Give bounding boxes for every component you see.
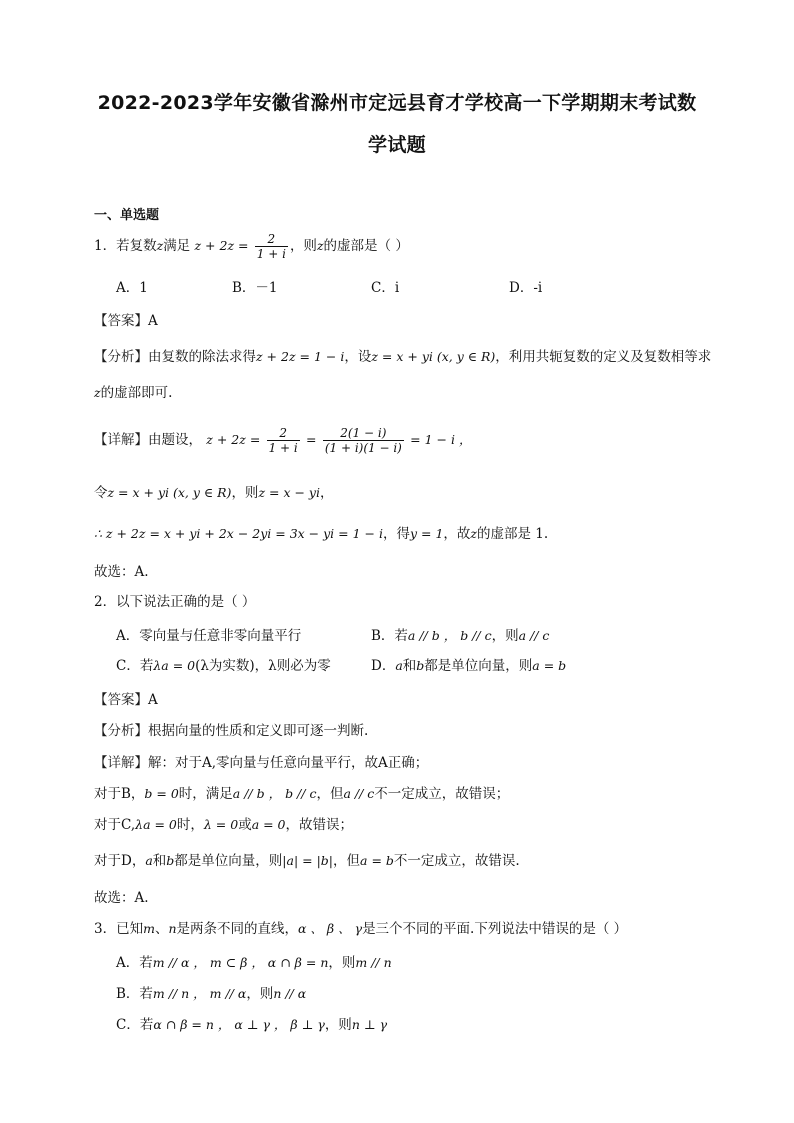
q1-analysis-tag: 【分析】 [94, 349, 148, 365]
q2-option-a: A．零向量与任意非零向量平行 [116, 628, 302, 644]
q2-option-d [371, 654, 566, 674]
q2-detail-line-4 [94, 849, 520, 869]
q3-option-c [116, 1013, 387, 1033]
q2-detail-2-math-3: a // c [343, 786, 375, 801]
q2-detail-4-math-3: |a| = |b| [282, 853, 334, 868]
q3-option-b-math-2: n // α [273, 986, 307, 1001]
q3-stem-text-d: 是三个不同的平面.下列说法中错误的是（ ） [362, 921, 628, 937]
q1-detail-math-5: y = 1 [409, 526, 444, 541]
q1-detail-text-f: ，故 [443, 526, 471, 542]
q3-option-a [116, 951, 392, 971]
q1-stem-z: z [156, 238, 164, 253]
q2-detail-2-text-d: 不一定成立，故错误； [374, 786, 510, 802]
q1-detail-text-d: ， [319, 485, 334, 501]
q1-answer [94, 309, 158, 329]
q2-option-b-text-b: ，则 [491, 628, 519, 644]
q1-detail-math-2: z = x + yi (x, y ∈ R) [107, 485, 232, 500]
q1-detail-math-6: z [470, 526, 478, 541]
q1-detail-math-lhs: z + 2z = [206, 432, 261, 447]
q3-option-a-text-a: A．若 [116, 955, 153, 971]
q2-detail-2-text-a: 对于B， [94, 786, 145, 802]
q3-option-b-text-b: ，则 [246, 986, 274, 1002]
q2-detail-text-1: 解：对于A,零向量与任意向量平行，故A正确； [148, 755, 429, 771]
q2-option-b-text-a: B．若 [371, 628, 408, 644]
q2-detail-4-text-d: ，但 [333, 853, 361, 869]
q1-analysis-math-3: z [94, 385, 101, 400]
q1-stem-fraction-num: 2 [255, 232, 288, 247]
q2-analysis [94, 719, 368, 739]
q1-detail-text-b: 令 [94, 485, 108, 501]
q2-option-b [371, 624, 549, 644]
q2-detail-3-math-3: a = 0 [251, 817, 286, 832]
q2-answer [94, 688, 158, 708]
q2-detail-4-text-e: 不一定成立，故错误. [393, 853, 520, 869]
q1-analysis-text-a: 由复数的除法求得 [148, 349, 256, 365]
q1-detail-line-3 [94, 522, 548, 542]
q1-stem-text-e: 的虚部是（ ） [323, 238, 409, 254]
question-3-stem [94, 917, 627, 937]
section-heading-single-choice: 一、单选题 [94, 208, 160, 223]
q1-analysis-text-b: ，设 [344, 349, 372, 365]
q2-detail-line-3 [94, 813, 353, 833]
q3-option-a-math-1: m // α ， m ⊂ β ， α ∩ β = n [152, 955, 329, 970]
q1-analysis-text-c: ，利用共轭复数的定义及复数相等求 [495, 349, 712, 365]
q1-option-d: D．-i [509, 280, 543, 296]
q3-option-b-math-1: m // n ， m // α [152, 986, 247, 1001]
q2-option-c-text-a: C．若 [116, 658, 154, 674]
q2-option-c [116, 654, 331, 674]
q3-stem-text-a: 3．已知 [94, 921, 144, 937]
q1-stem-text-b: 满足 [163, 238, 191, 254]
q3-option-b [116, 982, 306, 1002]
q2-detail-4-text-b: 和 [152, 853, 167, 869]
q1-detail-text-a: 由题设， [148, 432, 202, 448]
q1-detail-line-1 [94, 426, 471, 455]
q1-answer-value: A [148, 313, 158, 329]
q2-option-c-math: λa = 0 [153, 658, 196, 673]
q3-option-a-math-2: m // n [355, 955, 392, 970]
q2-option-d-math-1: a [395, 658, 403, 673]
q1-option-c: C．i [371, 280, 400, 296]
q2-detail-tag: 【详解】 [94, 755, 148, 771]
q2-analysis-tag: 【分析】 [94, 723, 148, 739]
q1-answer-tag: 【答案】 [94, 313, 148, 329]
q3-stem-text-b: 、 [154, 921, 169, 937]
q2-detail-3-math-2: λ = 0 [203, 817, 239, 832]
q2-detail-3-text-b: 时， [176, 817, 204, 833]
q2-detail-2-math-1: b = 0 [144, 786, 179, 801]
q1-analysis-line-2 [94, 381, 172, 401]
q1-stem-text-a: 1．若复数 [94, 238, 157, 254]
q2-detail-2-math-2: a // b ， b // c [232, 786, 317, 801]
q1-option-a: A．1 [116, 280, 148, 296]
q1-detail-fraction-2 [323, 426, 404, 455]
q2-detail-4-math-4: a = b [360, 853, 394, 868]
q2-detail-line-1 [94, 751, 428, 771]
q2-detail-4-math-2: b [166, 853, 175, 868]
q2-detail-2-text-c: ，但 [316, 786, 344, 802]
q2-detail-4-text-a: 对于D， [94, 853, 146, 869]
question-1-stem [94, 232, 409, 261]
question-2-stem: 2．以下说法正确的是（ ） [94, 594, 256, 610]
q3-stem-n: n [168, 921, 177, 936]
q3-option-a-text-b: ，则 [328, 955, 356, 971]
q1-stem-fraction [255, 232, 288, 261]
q2-answer-tag: 【答案】 [94, 692, 148, 708]
q3-stem-m: m [143, 921, 155, 936]
q2-option-d-math-2: b [416, 658, 425, 673]
q2-option-d-text-a: D． [371, 658, 396, 674]
q1-detail-fraction-2-den: (1 + i)(1 − i) [324, 441, 402, 455]
q3-option-b-text-a: B．若 [116, 986, 153, 1002]
q1-detail-text-g: 的虚部是 1. [477, 526, 549, 542]
q1-choose: 故选：A. [94, 564, 149, 580]
q2-analysis-text: 根据向量的性质和定义即可逐一判断. [148, 723, 369, 739]
q2-option-b-math-2: a // c [518, 628, 550, 643]
q3-stem-greek: α 、 β 、 γ [298, 921, 363, 936]
document-title-line-1: 2022-2023学年安徽省滁州市定远县育才学校高一下学期期末考试数 [97, 92, 697, 114]
q2-answer-value: A [148, 692, 158, 708]
q1-detail-line-2 [94, 481, 333, 501]
q1-detail-math-4: ∴ z + 2z = x + yi + 2x − 2yi = 3x − yi = 1 − i [94, 526, 383, 541]
document-title-line-2: 学试题 [368, 134, 426, 156]
q1-analysis-math-2: z = x + yi (x, y ∈ R) [371, 349, 496, 364]
q2-option-c-text-b: (λ为实数)，λ则必为零 [195, 658, 331, 674]
q2-option-d-math-3: a = b [532, 658, 567, 673]
q3-stem-text-c: 是两条不同的直线， [176, 921, 299, 937]
q1-stem-text-c: ，则 [289, 238, 317, 254]
q1-detail-fraction-2-num: 2(1 − i) [323, 426, 404, 441]
q2-detail-4-text-c: 都是单位向量，则 [174, 853, 283, 869]
q1-analysis-math-1: z + 2z = 1 − i [256, 349, 345, 364]
q1-stem-fraction-den: 1 + i [256, 247, 286, 261]
q2-detail-3-text-d: ，故错误； [285, 817, 354, 833]
q1-detail-math-3: z = x − yi [258, 485, 320, 500]
q1-detail-equals: = [306, 432, 317, 447]
q1-detail-fraction-1-den: 1 + i [268, 441, 298, 455]
q1-detail-tag: 【详解】 [94, 432, 148, 448]
q2-option-d-text-b: 和 [402, 658, 417, 674]
q1-analysis-text-d: 的虚部即可. [100, 385, 173, 401]
q2-option-d-text-c: 都是单位向量，则 [424, 658, 533, 674]
q3-option-c-text-a: C．若 [116, 1017, 154, 1033]
q2-detail-2-text-b: 时，满足 [178, 786, 233, 802]
q3-option-c-math-2: n ⊥ γ [351, 1017, 388, 1032]
q2-detail-3-math-1: λa = 0 [135, 817, 177, 832]
q1-option-b: B．－1 [232, 280, 278, 296]
q2-choose: 故选：A. [94, 890, 149, 906]
q1-analysis-line-1 [94, 345, 711, 365]
q1-detail-text-e: ，得 [382, 526, 410, 542]
q3-option-c-text-b: ，则 [324, 1017, 352, 1033]
q1-stem-z2: z [316, 238, 324, 253]
q1-detail-text-c: ，则 [231, 485, 259, 501]
q3-option-c-math-1: α ∩ β = n ， α ⊥ γ ， β ⊥ γ [153, 1017, 325, 1032]
q1-detail-fraction-1 [267, 426, 300, 455]
q1-detail-math-result: = 1 − i ， [410, 432, 472, 447]
q1-detail-fraction-1-num: 2 [267, 426, 300, 441]
q2-option-b-math-1: a // b ， b // c [407, 628, 492, 643]
q2-detail-3-text-c: 或 [238, 817, 252, 833]
q1-stem-equation-lhs: z + 2z = [194, 238, 249, 253]
q2-detail-line-2 [94, 782, 509, 802]
q2-detail-3-text-a: 对于C, [94, 817, 136, 833]
q2-detail-4-math-1: a [145, 853, 153, 868]
